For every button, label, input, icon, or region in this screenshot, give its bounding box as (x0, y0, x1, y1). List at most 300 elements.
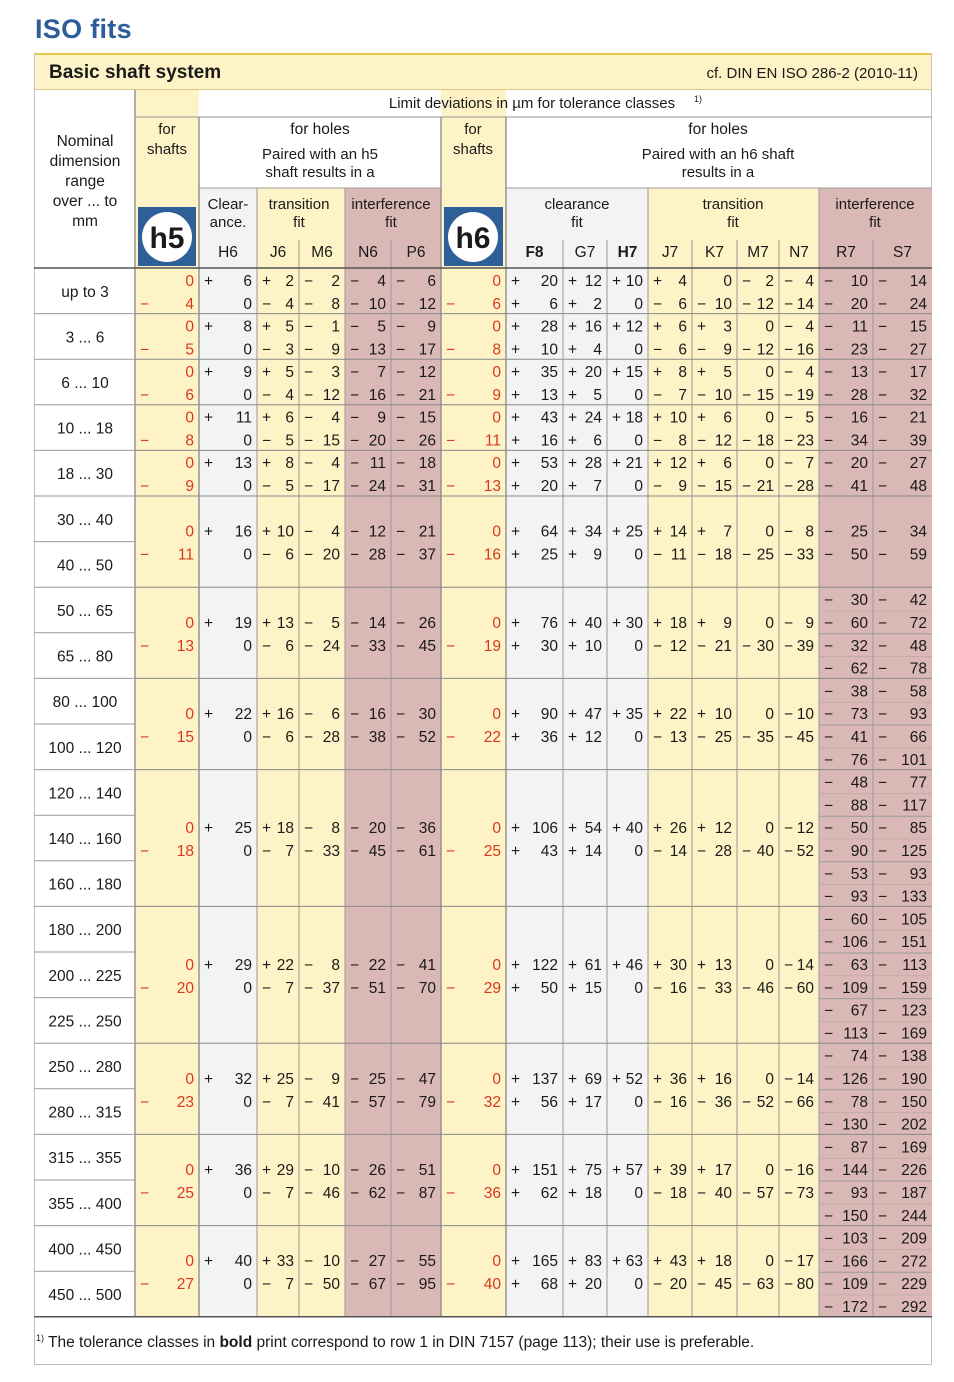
cell-sign-P6: − (396, 318, 406, 336)
cell-value-M7: 40 (756, 843, 774, 860)
cell-value-N6: 4 (377, 272, 386, 290)
cell-sign-R7: − (824, 523, 834, 541)
cell-value-R7: 88 (850, 797, 868, 815)
cell-sign-h6: − (446, 637, 456, 655)
range-label: 120 ... 140 (48, 785, 122, 803)
class-label-J7: J7 (661, 244, 679, 261)
cell-sign-M6: − (304, 1093, 314, 1111)
cell-sign-M6: − (304, 523, 314, 541)
cell-sign-J7: + (653, 1253, 663, 1271)
cell-value-M6: 3 (331, 364, 340, 381)
cell-value-N6: 16 (368, 706, 386, 723)
cell-value-M7: 0 (765, 455, 774, 473)
cell-sign-F8: + (511, 523, 521, 541)
cell-value-h6: 0 (492, 1070, 501, 1088)
cell-value-K7: 9 (723, 341, 732, 359)
cell-value-J7: 9 (678, 478, 687, 496)
cell-value-F8: 36 (540, 729, 558, 746)
cell-sign-R7: − (824, 729, 834, 746)
cell-sign-N7: − (784, 637, 794, 655)
cell-sign-N7: − (784, 546, 794, 564)
cell-value-R7: 23 (850, 341, 868, 359)
cell-value-J6: 29 (276, 1162, 294, 1179)
cell-value-J7: 39 (669, 1162, 687, 1179)
cell-sign-M7: − (742, 546, 752, 564)
range-label: 250 ... 280 (48, 1059, 122, 1076)
cell-value-J6: 25 (276, 1070, 294, 1088)
cell-value-G7: 83 (584, 1253, 602, 1271)
cell-value-R7: 34 (850, 432, 868, 450)
range-label: 450 ... 500 (48, 1287, 122, 1304)
cell-value-S7: 113 (902, 957, 927, 974)
cell-value-H7: 63 (625, 1253, 643, 1271)
cell-value-h6: 0 (492, 409, 501, 427)
paired-h6-line: results in a (681, 164, 755, 181)
cell-sign-J6: + (262, 956, 272, 974)
cell-sign-K7: + (697, 364, 707, 381)
cell-value-G7: 2 (593, 295, 602, 313)
cell-value-P6: 36 (418, 820, 436, 837)
cell-sign-h5: − (140, 843, 150, 860)
cell-value-K7: 10 (714, 706, 732, 723)
cell-value-M7: 21 (756, 478, 774, 496)
cell-value-R7: 113 (843, 1025, 868, 1043)
cell-sign-J6: − (262, 1093, 272, 1111)
cell-value-M6: 12 (322, 387, 340, 404)
cell-value-P6: 26 (418, 432, 436, 450)
cell-sign-S7: − (878, 683, 888, 701)
cell-value-K7: 10 (714, 387, 732, 404)
cell-value-K7: 40 (714, 1185, 732, 1202)
cell-sign-K7: + (697, 523, 707, 541)
cell-value-H7: 0 (634, 387, 643, 404)
cell-value-N6: 7 (377, 364, 386, 381)
clearance-h5-label: ance. (209, 214, 247, 231)
range-label: 200 ... 225 (48, 967, 122, 985)
cell-value-S7: 138 (901, 1048, 927, 1066)
cell-sign-M6: − (304, 614, 314, 632)
cell-value-h6: 0 (492, 1162, 501, 1179)
cell-sign-R7: − (824, 615, 834, 632)
cell-sign-M7: − (742, 432, 752, 450)
cell-value-P6: 41 (418, 956, 436, 974)
cell-value-M6: 4 (331, 409, 340, 427)
cell-value-H6: 8 (243, 318, 252, 336)
cell-value-J7: 14 (669, 523, 687, 541)
cell-value-S7: 14 (909, 272, 927, 290)
cell-value-J6: 2 (285, 272, 294, 290)
class-label-P6: P6 (406, 244, 426, 261)
range-label: 65 ... 80 (56, 648, 114, 666)
cell-sign-S7: − (878, 751, 888, 769)
cell-sign-R7: − (824, 820, 834, 838)
cell-sign-N7: − (784, 1276, 794, 1294)
cell-sign-G7: + (568, 614, 578, 632)
cell-value-h5: 27 (176, 1276, 194, 1294)
range-label: 355 ... 400 (48, 1195, 122, 1213)
cell-sign-h6: − (446, 843, 456, 860)
cell-sign-N7: − (784, 843, 794, 860)
cell-sign-K7: − (697, 432, 707, 450)
cell-sign-N6: − (350, 546, 360, 564)
cell-value-N6: 16 (368, 387, 386, 404)
cell-value-h6: 0 (492, 272, 501, 290)
cell-value-S7: 125 (901, 843, 927, 860)
cell-value-P6: 87 (418, 1185, 436, 1202)
cell-value-J6: 7 (285, 979, 294, 997)
cell-value-N6: 67 (368, 1276, 386, 1294)
cell-value-J6: 13 (276, 614, 294, 632)
cell-value-F8: 64 (540, 523, 558, 541)
cell-value-J7: 7 (678, 387, 687, 404)
cell-value-h5: 0 (185, 614, 194, 632)
cell-sign-G7: + (568, 637, 578, 655)
cell-sign-J7: + (653, 318, 663, 336)
cell-sign-F8: + (511, 364, 521, 381)
for-shafts-h5-line: shafts (146, 141, 188, 158)
cell-sign-R7: − (824, 911, 834, 929)
cell-value-P6: 17 (418, 341, 436, 359)
cell-sign-G7: + (568, 523, 578, 541)
cell-sign-R7: − (824, 934, 834, 952)
cell-value-h6: 6 (492, 295, 501, 313)
cell-value-N7: 9 (805, 614, 814, 632)
cell-value-H6: 0 (243, 1185, 252, 1202)
cell-value-h6: 0 (492, 1253, 501, 1271)
cell-value-S7: 209 (901, 1230, 927, 1248)
cell-sign-h5: − (140, 729, 150, 746)
cell-value-J7: 13 (669, 729, 687, 746)
cell-value-M7: 0 (765, 1253, 774, 1271)
cell-sign-K7: − (697, 1093, 707, 1111)
cell-value-H6: 0 (243, 1276, 252, 1294)
cell-value-S7: 24 (909, 295, 927, 313)
cell-sign-J6: + (262, 455, 272, 473)
cell-value-R7: 60 (850, 911, 868, 929)
cell-value-P6: 47 (418, 1070, 436, 1088)
cell-value-M6: 9 (331, 1070, 340, 1088)
cell-sign-G7: + (568, 295, 578, 313)
cell-sign-J7: + (653, 820, 663, 837)
cell-sign-M6: − (304, 1276, 314, 1294)
cell-sign-J7: − (653, 546, 663, 564)
cell-sign-S7: − (878, 934, 888, 952)
cell-sign-G7: + (568, 318, 578, 336)
cell-value-h6: 0 (492, 956, 501, 974)
cell-value-R7: 50 (850, 820, 868, 838)
cell-sign-S7: − (878, 660, 888, 678)
cell-sign-F8: + (511, 432, 521, 450)
cell-value-R7: 38 (850, 683, 868, 701)
cell-value-K7: 18 (714, 1253, 732, 1271)
cell-value-S7: 66 (909, 729, 927, 746)
cell-value-S7: 244 (901, 1207, 927, 1225)
cell-sign-S7: − (878, 478, 888, 496)
cell-sign-H7: + (612, 409, 622, 427)
cell-value-M7: 0 (765, 820, 774, 837)
cell-value-h6: 36 (483, 1185, 501, 1202)
cell-sign-S7: − (878, 1162, 888, 1180)
cell-sign-S7: − (878, 1185, 888, 1202)
cell-value-h5: 11 (177, 546, 194, 564)
cell-value-K7: 13 (714, 956, 732, 974)
cell-sign-K7: − (697, 729, 707, 746)
clearance-h5-label: Clear- (207, 196, 249, 213)
cell-value-R7: 90 (850, 843, 868, 860)
cell-sign-N6: − (350, 455, 360, 473)
cell-sign-M6: − (304, 729, 314, 746)
cell-value-S7: 272 (901, 1253, 927, 1271)
cell-value-R7: 41 (850, 729, 868, 746)
cell-value-h5: 0 (185, 1070, 194, 1088)
class-label-M7: M7 (747, 244, 769, 261)
cell-value-S7: 105 (901, 911, 927, 929)
cell-value-N6: 38 (368, 729, 386, 746)
cell-value-J6: 6 (285, 546, 294, 564)
cell-value-J6: 10 (276, 523, 294, 541)
cell-value-F8: 30 (540, 637, 558, 655)
cell-value-R7: 50 (850, 546, 868, 564)
cell-value-M6: 20 (322, 546, 340, 564)
cell-value-N7: 60 (796, 979, 814, 997)
cell-value-R7: 63 (850, 957, 868, 974)
cell-value-N7: 73 (796, 1185, 814, 1202)
cell-sign-S7: − (878, 409, 888, 427)
cell-sign-N7: − (784, 295, 794, 313)
cell-value-F8: 16 (540, 432, 558, 450)
footnote-text-1: The tolerance classes in (48, 1334, 220, 1352)
cell-value-F8: 165 (532, 1253, 558, 1271)
cell-sign-N7: − (784, 1093, 794, 1111)
cell-sign-K7: + (697, 455, 707, 473)
cell-sign-S7: − (878, 1230, 888, 1248)
cell-sign-J6: − (262, 1276, 272, 1294)
cell-value-P6: 6 (427, 272, 436, 290)
cell-sign-F8: + (511, 478, 521, 496)
cell-value-N6: 45 (368, 843, 386, 860)
cell-sign-N7: − (784, 523, 794, 541)
cell-sign-M7: − (742, 637, 752, 655)
cell-value-P6: 70 (418, 979, 436, 997)
cell-value-K7: 36 (714, 1093, 732, 1111)
cell-sign-S7: − (878, 911, 888, 929)
cell-sign-F8: + (511, 1253, 521, 1271)
cell-sign-H6: + (204, 1253, 214, 1271)
cell-sign-G7: + (568, 341, 578, 359)
cell-value-H6: 0 (243, 295, 252, 313)
cell-value-K7: 0 (723, 272, 732, 290)
range-label: up to 3 (61, 283, 109, 301)
cell-value-J7: 36 (669, 1070, 687, 1088)
cell-sign-F8: + (511, 979, 521, 997)
cell-value-h5: 18 (176, 843, 194, 860)
cell-value-G7: 40 (584, 614, 602, 632)
class-label-H7: H7 (617, 244, 638, 261)
cell-value-N7: 14 (796, 295, 814, 313)
cell-sign-R7: − (824, 341, 834, 359)
cell-sign-G7: + (568, 409, 578, 427)
cell-value-M6: 17 (322, 478, 340, 496)
cell-sign-P6: − (396, 455, 406, 473)
cell-sign-h5: − (140, 1276, 150, 1294)
cell-value-H6: 32 (234, 1070, 252, 1088)
cell-value-H7: 21 (625, 455, 643, 473)
class-label-R7: R7 (836, 244, 856, 261)
cell-value-S7: 27 (909, 455, 927, 473)
cell-sign-J7: + (653, 614, 663, 632)
cell-sign-J6: + (262, 1253, 272, 1271)
cell-sign-G7: + (568, 1162, 578, 1179)
cell-value-M7: 18 (756, 432, 774, 450)
cell-sign-H7: + (612, 1162, 622, 1179)
cell-value-K7: 15 (714, 478, 732, 496)
cell-value-J6: 33 (276, 1253, 294, 1271)
cell-sign-S7: − (878, 432, 888, 450)
cell-sign-R7: − (824, 295, 834, 313)
cell-value-M7: 0 (765, 1070, 774, 1088)
cell-value-R7: 53 (850, 865, 868, 883)
cell-value-M7: 25 (756, 546, 774, 564)
cell-sign-M6: − (304, 295, 314, 313)
cell-sign-M6: − (304, 1185, 314, 1202)
cell-sign-F8: + (511, 546, 521, 564)
cell-sign-N6: − (350, 614, 360, 632)
cell-sign-K7: + (697, 706, 707, 723)
cell-sign-J6: + (262, 1070, 272, 1088)
cell-value-S7: 42 (909, 592, 927, 610)
cell-value-F8: 13 (540, 387, 558, 404)
cell-value-J7: 8 (678, 432, 687, 450)
cell-value-N7: 10 (796, 706, 814, 723)
cell-value-H6: 0 (243, 341, 252, 359)
cell-sign-N6: − (350, 1162, 360, 1179)
cell-value-N7: 7 (805, 455, 814, 473)
paired-h5-line: shaft results in a (265, 164, 375, 181)
limit-deviations-title: Limit deviations in µm for tolerance classes (388, 95, 676, 112)
cell-value-F8: 10 (540, 341, 558, 359)
cell-value-S7: 123 (901, 1002, 927, 1020)
cell-value-M6: 10 (322, 1253, 340, 1271)
cell-value-R7: 106 (842, 934, 868, 952)
cell-value-M6: 8 (331, 956, 340, 974)
cell-value-S7: 187 (901, 1185, 927, 1202)
cell-value-S7: 34 (909, 523, 927, 541)
cell-value-H6: 0 (243, 546, 252, 564)
cell-value-M7: 63 (756, 1276, 774, 1294)
cell-sign-J7: − (653, 341, 663, 359)
cell-sign-S7: − (878, 729, 888, 746)
cell-sign-K7: − (697, 979, 707, 997)
cell-sign-N6: − (350, 1093, 360, 1111)
cell-sign-N7: − (784, 979, 794, 997)
cell-sign-S7: − (878, 1207, 888, 1225)
cell-value-G7: 18 (584, 1185, 602, 1202)
cell-sign-K7: + (697, 1070, 707, 1088)
cell-sign-R7: − (824, 1207, 834, 1225)
cell-value-H7: 0 (634, 295, 643, 313)
cell-value-F8: 53 (540, 455, 558, 473)
cell-sign-J7: − (653, 979, 663, 997)
class-label-N6: N6 (358, 244, 378, 261)
cell-value-J6: 4 (285, 295, 294, 313)
cell-value-G7: 75 (584, 1162, 602, 1179)
cell-sign-K7: + (697, 1162, 707, 1179)
cell-sign-N6: − (350, 706, 360, 723)
cell-value-h5: 5 (185, 341, 194, 359)
cell-value-K7: 6 (723, 455, 732, 473)
cell-sign-J6: − (262, 1185, 272, 1202)
cell-sign-S7: − (878, 1276, 888, 1294)
cell-value-S7: 151 (901, 934, 927, 952)
cell-sign-P6: − (396, 364, 406, 381)
cell-sign-N6: − (350, 820, 360, 837)
cell-sign-N6: − (350, 637, 360, 655)
cell-value-J7: 18 (669, 614, 687, 632)
cell-value-H7: 30 (625, 614, 643, 632)
cell-value-F8: 68 (540, 1276, 558, 1294)
clearance-h6-label: clearance (544, 196, 610, 213)
cell-value-S7: 48 (909, 478, 927, 496)
cell-value-M6: 15 (322, 432, 340, 450)
cell-sign-P6: − (396, 272, 406, 290)
cell-value-J7: 26 (669, 820, 687, 837)
cell-value-G7: 15 (584, 979, 602, 997)
cell-sign-M6: − (304, 843, 314, 860)
cell-sign-J7: + (653, 956, 663, 974)
cell-value-S7: 202 (901, 1116, 927, 1134)
cell-value-N7: 39 (796, 637, 814, 655)
cell-sign-K7: + (697, 956, 707, 974)
cell-sign-H6: + (204, 1070, 214, 1088)
cell-sign-M6: − (304, 1162, 314, 1179)
cell-sign-F8: + (511, 295, 521, 313)
cell-sign-S7: − (878, 1048, 888, 1066)
cell-value-P6: 21 (418, 387, 436, 404)
class-label-M6: M6 (311, 244, 333, 261)
cell-value-J7: 6 (678, 341, 687, 359)
cell-sign-N6: − (350, 1070, 360, 1088)
cell-sign-N7: − (784, 820, 794, 837)
cell-sign-N6: − (350, 409, 360, 427)
cell-value-H7: 0 (634, 1093, 643, 1111)
cell-value-P6: 12 (418, 364, 436, 381)
cell-sign-R7: − (824, 432, 834, 450)
cell-value-H7: 18 (625, 409, 643, 427)
cell-value-h5: 0 (185, 455, 194, 473)
cell-sign-M7: − (742, 341, 752, 359)
cell-sign-J7: − (653, 387, 663, 404)
cell-sign-N6: − (350, 843, 360, 860)
cell-value-G7: 17 (584, 1093, 602, 1111)
h5-badge-label: h5 (149, 222, 185, 255)
cell-value-S7: 48 (909, 637, 927, 655)
cell-value-M6: 41 (322, 1093, 340, 1111)
cell-value-J6: 3 (285, 341, 294, 359)
cell-sign-G7: + (568, 272, 578, 290)
cell-value-J6: 18 (276, 820, 294, 837)
cell-sign-F8: + (511, 409, 521, 427)
footnote-text-bold: bold (219, 1334, 253, 1352)
cell-value-M6: 8 (331, 820, 340, 837)
cell-sign-J6: + (262, 523, 272, 541)
cell-sign-R7: − (824, 546, 834, 564)
cell-value-M6: 2 (331, 272, 340, 290)
cell-value-S7: 226 (901, 1162, 927, 1180)
cell-value-S7: 77 (909, 774, 927, 792)
cell-value-H7: 15 (625, 364, 643, 381)
cell-sign-H7: + (612, 820, 622, 837)
cell-value-h5: 0 (185, 1162, 194, 1179)
